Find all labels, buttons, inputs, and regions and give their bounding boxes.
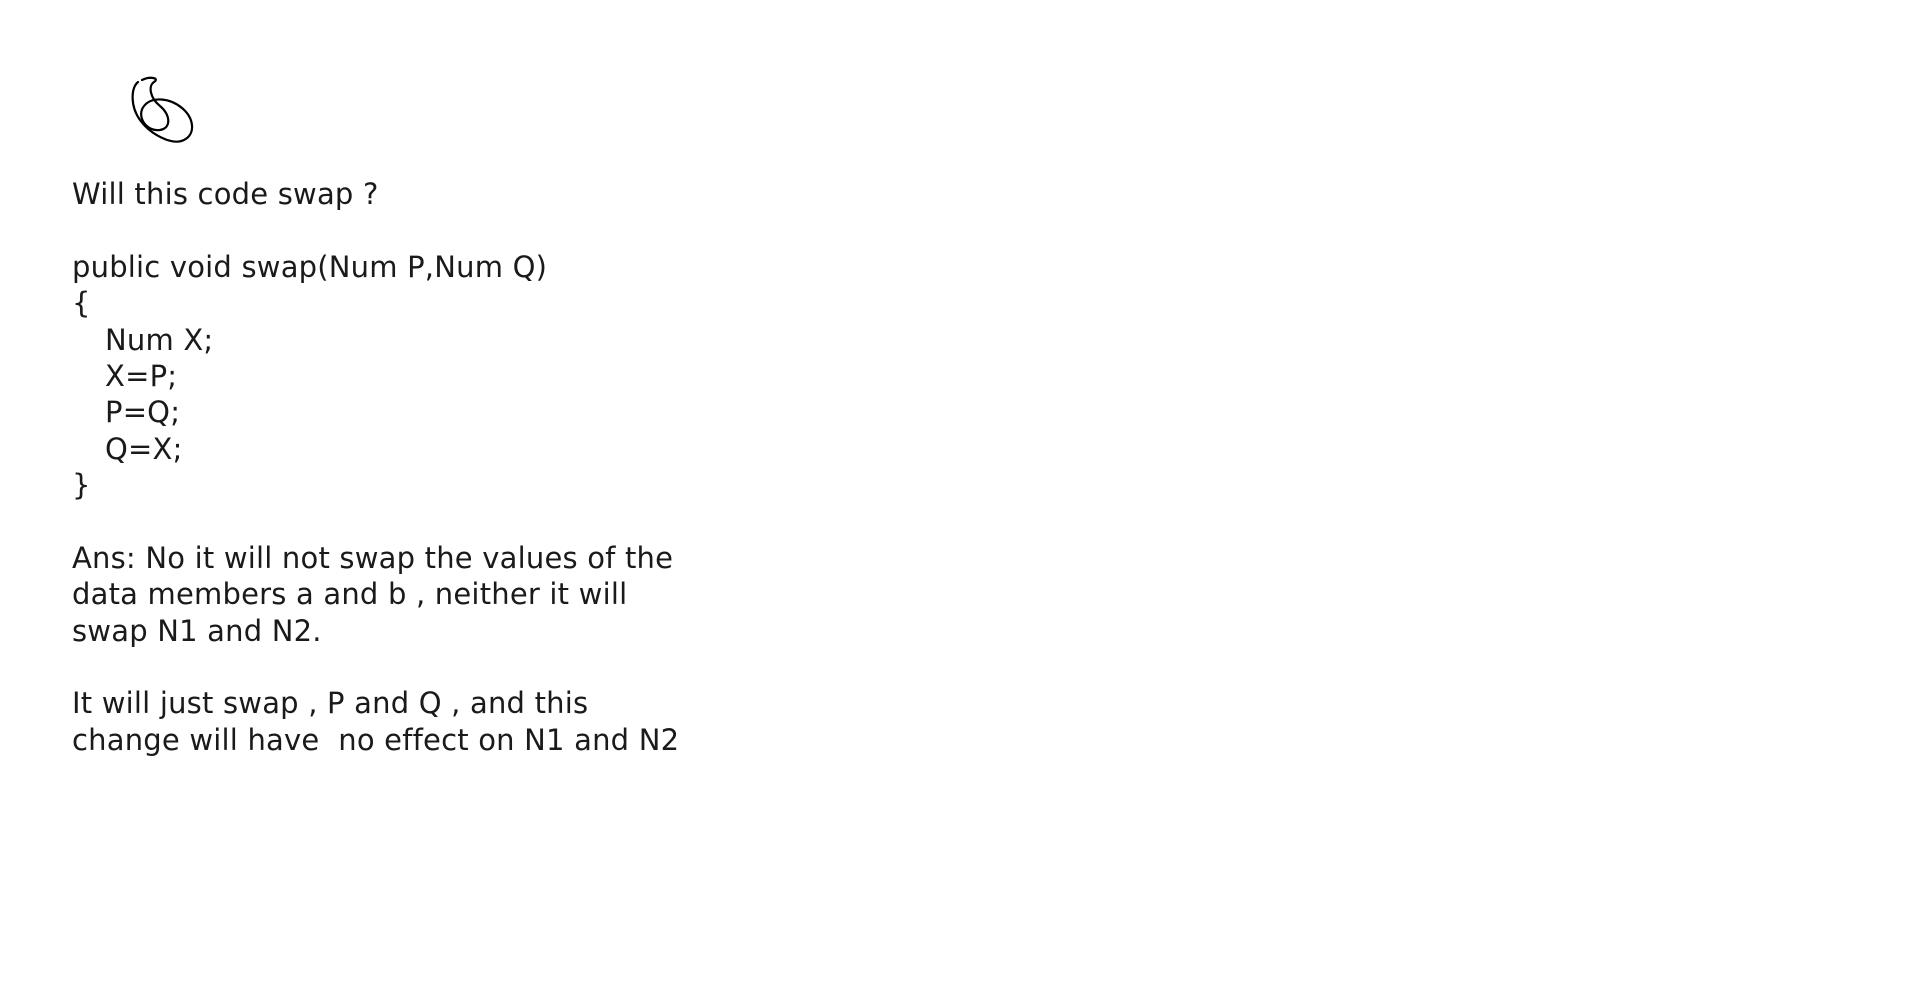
code-open-brace: { (72, 286, 91, 321)
explanation-line: change will have no effect on N1 and N2 (72, 722, 680, 757)
spacer (72, 504, 972, 540)
answer-line: swap N1 and N2. (72, 613, 322, 648)
code-line: Num X; (105, 322, 214, 357)
code-line: X=P; (105, 358, 178, 393)
code-close-brace: } (72, 468, 91, 503)
explanation-line: It will just swap , P and Q , and this (72, 686, 589, 721)
spacer (72, 649, 972, 685)
handwritten-scribble-icon (128, 76, 198, 148)
answer-line: data members a and b , neither it will (72, 577, 628, 612)
answer-line: Ans: No it will not swap the values of the (72, 540, 674, 575)
code-line: Q=X; (105, 431, 183, 466)
code-signature: public void swap(Num P,Num Q) (72, 249, 548, 284)
scribble-stroke (133, 78, 192, 142)
code-line: P=Q; (105, 395, 181, 430)
question-text: Will this code swap ? (72, 177, 379, 211)
note-text (72, 176, 972, 758)
spacer (72, 212, 972, 248)
